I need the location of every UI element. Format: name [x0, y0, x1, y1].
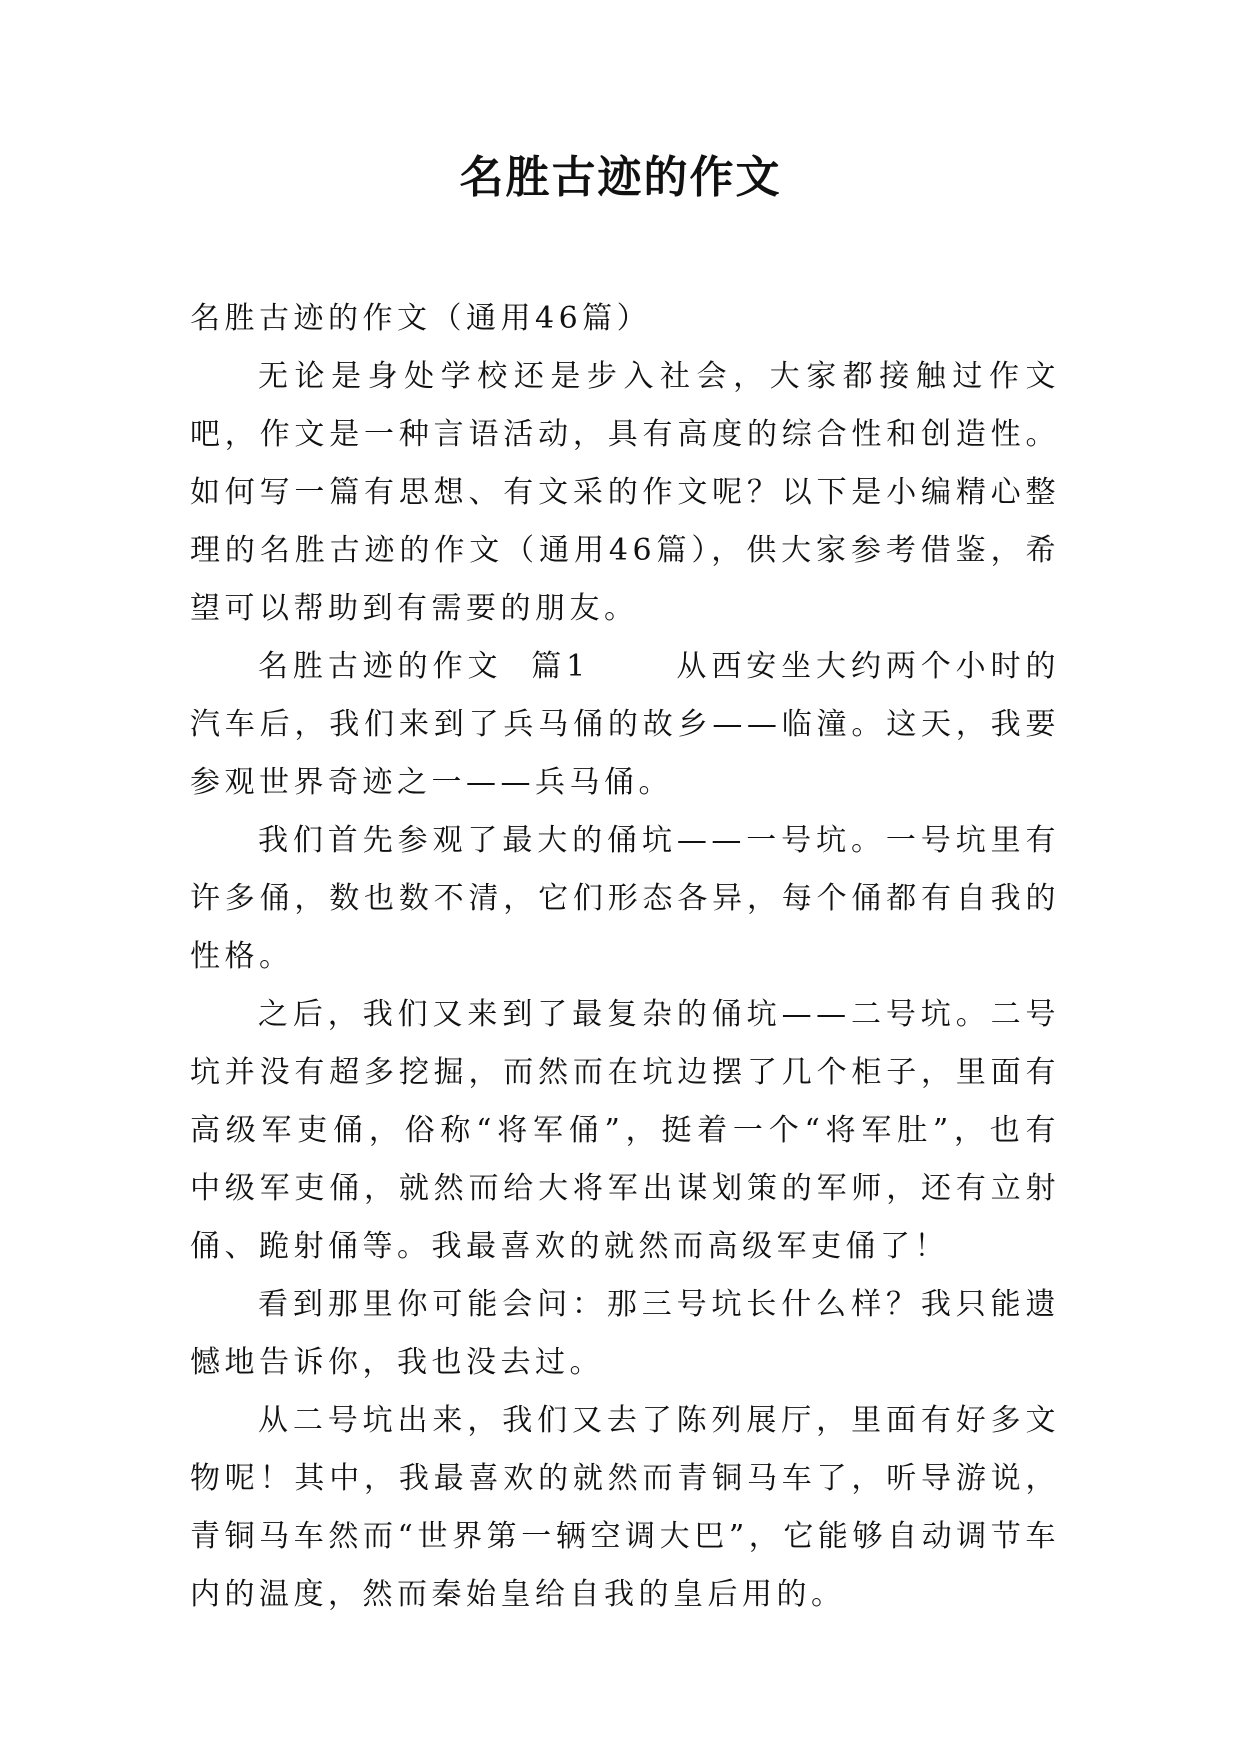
paragraph-pit-one: 我们首先参观了最大的俑坑——一号坑。一号坑里有许多俑，数也数不清，它们形态各异，每个俑都有自我的性格。: [190, 823, 1060, 974]
paragraph-exhibition-hall: 从二号坑出来，我们又去了陈列展厅，里面有好多文物呢！其中，我最喜欢的就然而青铜马车了，听导游说，青铜马车然而“世界第一辆空调大巴”，它能够自动调节车内的温度，然而秦始皇给自我的皇后用的。: [190, 1403, 1060, 1612]
paragraph-pit-two: 之后，我们又来到了最复杂的俑坑——二号坑。二号坑并没有超多挖掘，而然而在坑边摆了几个柜子，里面有高级军吏俑，俗称“将军俑”，挺着一个“将军肚”，也有中级军吏俑，就然而给大将军出谋划策的军师，还有立射俑、跪射俑等。我最喜欢的就然而高级军吏俑了！: [190, 997, 1060, 1264]
paragraph-essay-1-opening: 名胜古迹的作文 篇1 从西安坐大约两个小时的汽车后，我们来到了兵马俑的故乡——临潼。这天，我要参观世界奇迹之一——兵马俑。: [190, 649, 1060, 800]
document-subtitle: 名胜古迹的作文（通用46篇）: [190, 301, 652, 336]
document-title: 名胜古迹的作文: [459, 152, 782, 203]
paragraph-pit-three: 看到那里你可能会问：那三号坑长什么样？我只能遗憾地告诉你，我也没去过。: [190, 1287, 1060, 1380]
document-body: [190, 290, 1060, 1624]
paragraph-intro: 无论是身处学校还是步入社会，大家都接触过作文吧，作文是一种言语活动，具有高度的综合性和创造性。如何写一篇有思想、有文采的作文呢？以下是小编精心整理的名胜古迹的作文（通用46篇），供大家参考借鉴，希望可以帮助到有需要的朋友。: [190, 359, 1060, 626]
